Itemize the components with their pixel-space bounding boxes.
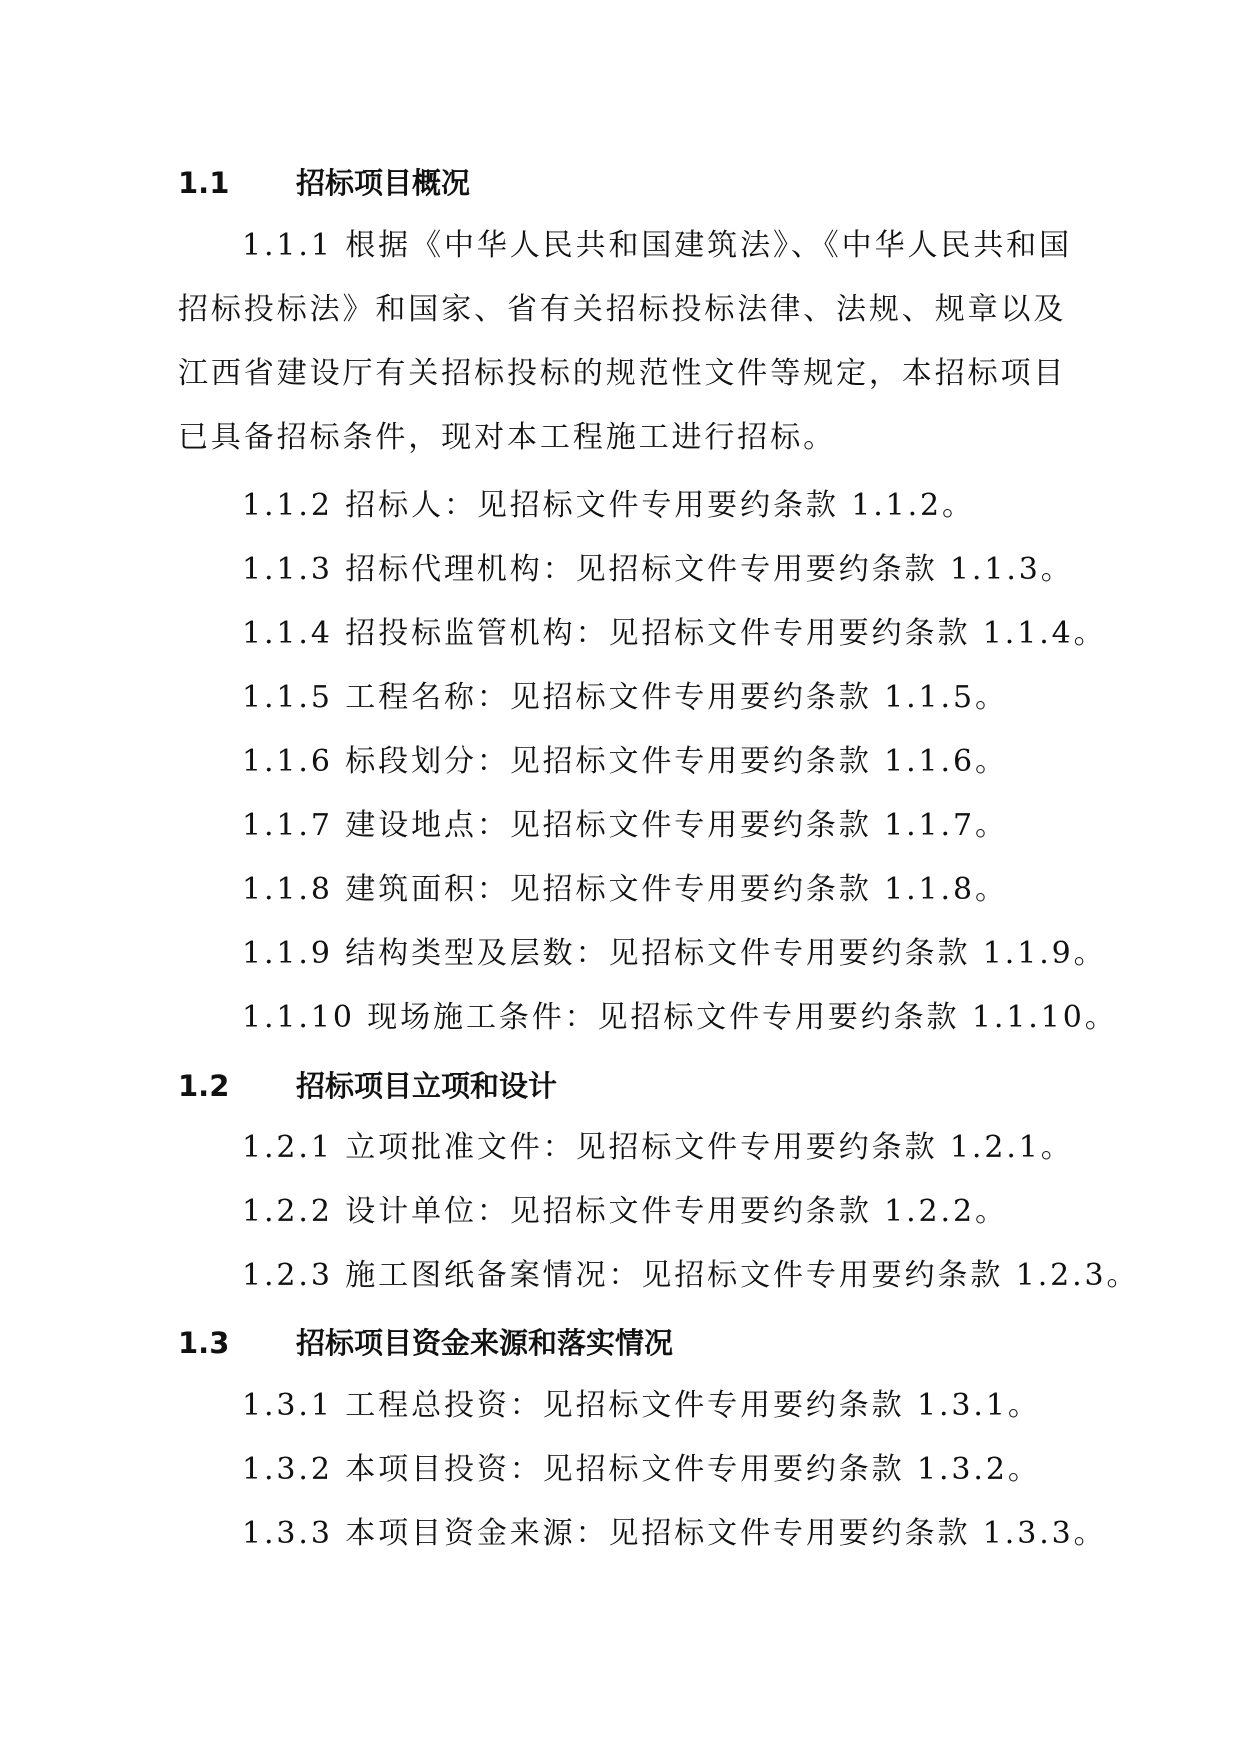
paragraph-1-2-2: 1.2.2 设计单位：见招标文件专用要约条款 1.2.2。 — [242, 1194, 1008, 1229]
paragraph-1-1-10: 1.1.10 现场施工条件：见招标文件专用要约条款 1.1.10。 — [242, 1000, 1118, 1035]
section-title: 招标项目立项和设计 — [296, 1069, 558, 1103]
section-heading-1-2 — [178, 1066, 557, 1106]
paragraph-1-1-1: 1.1.1 根据《中华人民共和国建筑法》、《中华人民共和国招标投标法》和国家、省有关招标投标法律、法规、规章以及江西省建设厅有关招标投标的规范性文件等规定，本招标项目已具备招标条件，现对本工程施工进行招标。 — [178, 228, 1072, 455]
paragraph-1-1-9: 1.1.9 结构类型及层数：见招标文件专用要约条款 1.1.9。 — [242, 936, 1107, 971]
paragraph-1-1-3: 1.1.3 招标代理机构：见招标文件专用要约条款 1.1.3。 — [242, 552, 1074, 587]
section-heading-1-3 — [178, 1323, 673, 1363]
paragraph-1-1-8: 1.1.8 建筑面积：见招标文件专用要约条款 1.1.8。 — [242, 872, 1008, 907]
paragraph-1-3-2: 1.3.2 本项目投资：见招标文件专用要约条款 1.3.2。 — [242, 1452, 1041, 1487]
section-heading-1-1 — [178, 163, 470, 203]
paragraph-1-1-2: 1.1.2 招标人：见招标文件专用要约条款 1.1.2。 — [242, 488, 975, 523]
paragraph-1-2-3: 1.2.3 施工图纸备案情况：见招标文件专用要约条款 1.2.3。 — [242, 1258, 1140, 1293]
paragraph-1-1-7: 1.1.7 建设地点：见招标文件专用要约条款 1.1.7。 — [242, 808, 1008, 843]
paragraph-1-1-4: 1.1.4 招投标监管机构：见招标文件专用要约条款 1.1.4。 — [242, 616, 1107, 651]
paragraph-1-3-1: 1.3.1 工程总投资：见招标文件专用要约条款 1.3.1。 — [242, 1388, 1041, 1423]
section-title: 招标项目概况 — [296, 166, 471, 200]
section-title: 招标项目资金来源和落实情况 — [296, 1326, 674, 1360]
paragraph-1-1-6: 1.1.6 标段划分：见招标文件专用要约条款 1.1.6。 — [242, 744, 1008, 779]
paragraph-1-1-5: 1.1.5 工程名称：见招标文件专用要约条款 1.1.5。 — [242, 680, 1008, 715]
paragraph-1-3-3: 1.3.3 本项目资金来源：见招标文件专用要约条款 1.3.3。 — [242, 1516, 1107, 1551]
paragraph-1-2-1: 1.2.1 立项批准文件：见招标文件专用要约条款 1.2.1。 — [242, 1130, 1074, 1165]
section-number: 1.2 — [178, 1069, 230, 1103]
section-number: 1.1 — [178, 166, 230, 200]
section-number: 1.3 — [178, 1326, 230, 1360]
